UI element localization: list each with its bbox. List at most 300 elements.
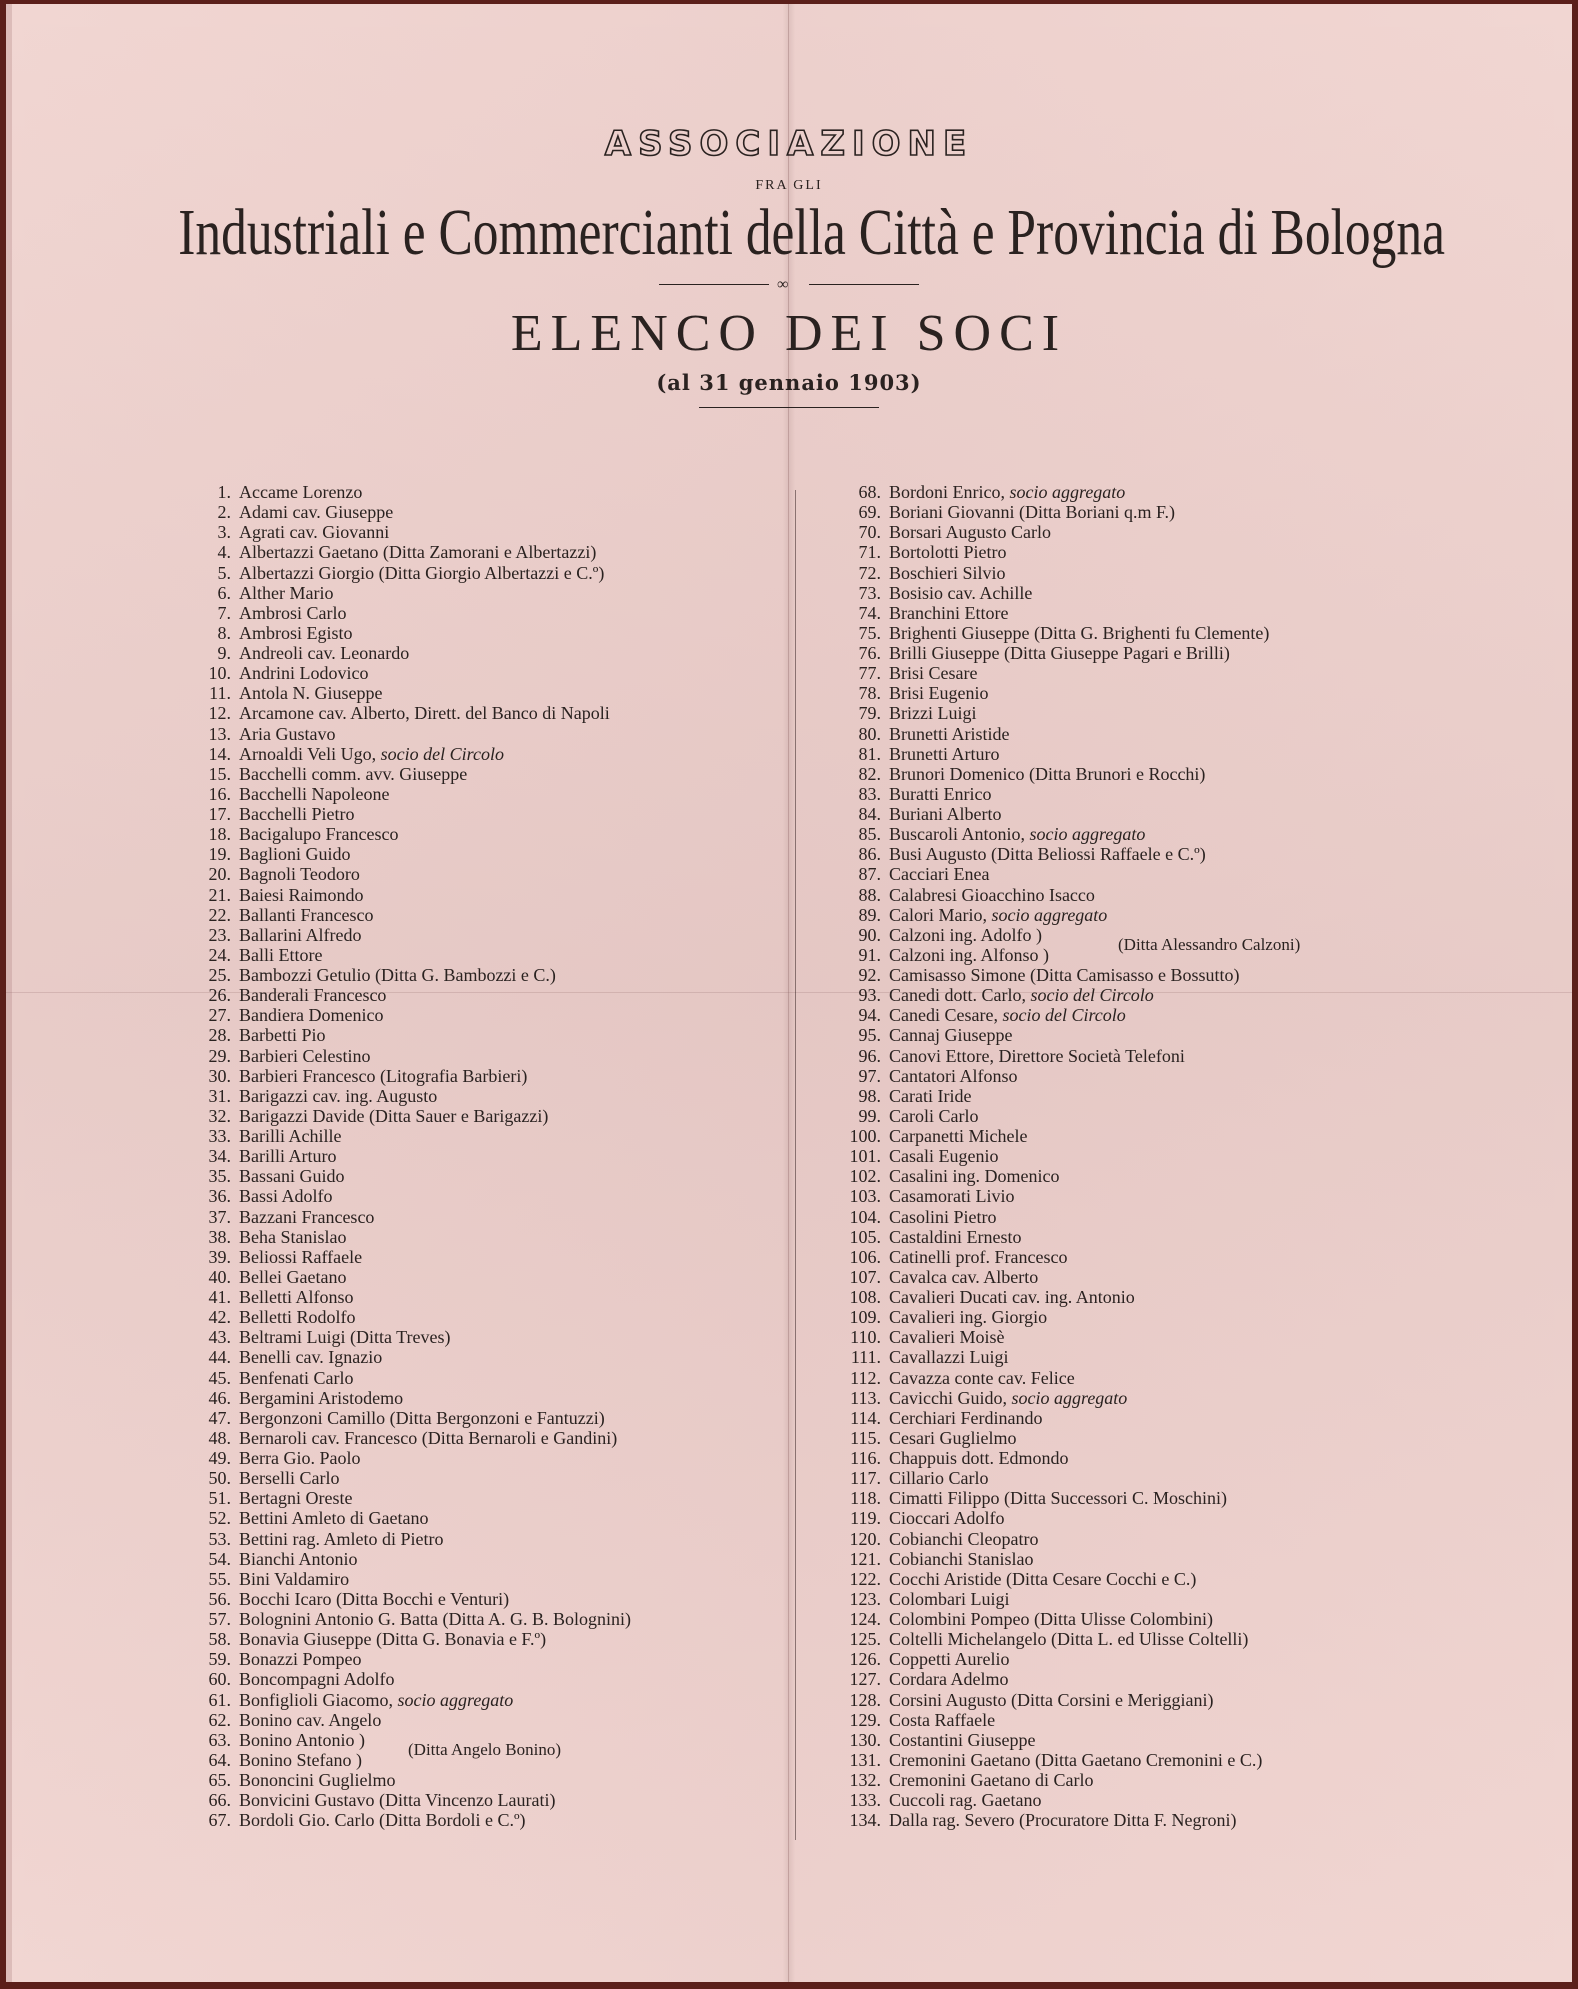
member-name: Baiesi Raimondo	[239, 884, 364, 905]
member-number: 81.	[858, 743, 881, 764]
member-name: Bonavia Giuseppe (Ditta G. Bonavia e F.º)	[239, 1629, 547, 1650]
member-entry	[796, 1810, 1269, 1830]
member-number: 54.	[208, 1548, 231, 1569]
member-role: socio aggregato	[1029, 824, 1146, 845]
member-number: 34.	[208, 1146, 231, 1167]
member-name: Bononcini Guglielmo	[239, 1770, 396, 1790]
member-name: Branchini Ettore	[889, 602, 1009, 623]
members-list-left	[156, 482, 631, 1830]
member-number: 17.	[208, 804, 231, 824]
ornament-line-right	[809, 284, 919, 285]
member-entry	[796, 1247, 1269, 1267]
member-number: 108.	[849, 1287, 881, 1307]
member-number: 49.	[208, 1448, 231, 1468]
member-number: 71.	[858, 542, 881, 563]
member-entry	[156, 985, 631, 1005]
member-number: 29.	[208, 1045, 231, 1066]
member-entry	[796, 542, 1269, 562]
member-number: 46.	[208, 1387, 231, 1408]
member-entry	[796, 1388, 1269, 1408]
member-number: 122.	[849, 1568, 881, 1589]
member-number: 37.	[208, 1206, 231, 1227]
member-entry	[796, 1408, 1269, 1428]
member-entry	[796, 1146, 1269, 1166]
member-name: Carpanetti Michele	[889, 1126, 1028, 1146]
member-name: Canovi Ettore, Direttore Società Telefoni	[889, 1045, 1185, 1066]
member-entry	[796, 1609, 1269, 1629]
member-number: 53.	[208, 1528, 231, 1549]
member-entry	[156, 1408, 631, 1428]
member-name: Barigazzi Davide (Ditta Sauer e Barigazzi)	[239, 1105, 549, 1126]
member-number: 114.	[850, 1407, 881, 1428]
member-entry	[156, 1669, 631, 1689]
member-number: 99.	[858, 1105, 881, 1126]
member-number: 102.	[849, 1166, 881, 1187]
member-number: 60.	[208, 1669, 231, 1690]
member-entry	[796, 1669, 1269, 1689]
member-name: Ballanti Francesco	[239, 904, 374, 925]
member-entry	[796, 482, 1269, 502]
member-number: 31.	[208, 1085, 231, 1106]
member-name: Bianchi Antonio	[239, 1548, 358, 1569]
member-name: Bocchi Icaro (Ditta Bocchi e Venturi)	[239, 1588, 510, 1609]
member-entry	[796, 563, 1269, 583]
member-entry	[796, 1106, 1269, 1126]
member-entry	[156, 844, 631, 864]
member-name: Colombari Luigi	[889, 1588, 1010, 1609]
member-number: 88.	[858, 884, 881, 905]
member-entry	[156, 663, 631, 683]
ornament-divider	[659, 274, 919, 296]
member-number: 40.	[208, 1266, 231, 1287]
member-entry	[156, 1368, 631, 1388]
member-name: Arnoaldi Veli Ugo,	[239, 743, 381, 764]
member-entry	[156, 522, 631, 542]
member-entry	[156, 965, 631, 985]
member-name: Albertazzi Gaetano (Ditta Zamorani e Albertazzi)	[239, 542, 597, 563]
member-name: Bacchelli Pietro	[239, 804, 355, 824]
member-name: Cobianchi Cleopatro	[889, 1528, 1039, 1549]
member-name: Chappuis dott. Edmondo	[889, 1448, 1069, 1468]
member-entry	[796, 1368, 1269, 1388]
member-name: Bassani Guido	[239, 1166, 345, 1187]
member-number: 6.	[217, 582, 231, 603]
member-number: 129.	[849, 1709, 881, 1730]
member-number: 105.	[849, 1226, 881, 1247]
member-name: Bonino Antonio )	[239, 1729, 366, 1750]
member-entry	[156, 1810, 631, 1830]
member-number: 44.	[208, 1347, 231, 1368]
member-name: Balli Ettore	[239, 944, 323, 965]
member-name: Cobianchi Stanislao	[889, 1548, 1034, 1569]
member-number: 8.	[217, 622, 231, 643]
member-entry	[156, 563, 631, 583]
member-number: 51.	[208, 1488, 231, 1509]
member-entry	[796, 623, 1269, 643]
member-name: Bonfiglioli Giacomo,	[239, 1689, 398, 1710]
member-number: 48.	[208, 1427, 231, 1448]
member-entry	[156, 1690, 631, 1710]
member-number: 132.	[849, 1770, 881, 1790]
member-entry	[156, 1287, 631, 1307]
member-name: Calzoni ing. Alfonso )	[889, 944, 1049, 965]
member-entry	[156, 1750, 631, 1770]
member-entry	[156, 643, 631, 663]
member-number: 42.	[208, 1307, 231, 1328]
member-number: 96.	[858, 1045, 881, 1066]
member-number: 35.	[208, 1166, 231, 1187]
member-name: Bandiera Domenico	[239, 1005, 384, 1026]
member-name: Bonino cav. Angelo	[239, 1709, 382, 1730]
member-name: Cavalieri ing. Giorgio	[889, 1307, 1048, 1328]
member-entry	[156, 1770, 631, 1790]
member-entry	[156, 1428, 631, 1448]
association-subtitle: Industriali e Commercianti della Città e Provincia di Bologna	[178, 196, 1445, 269]
member-number: 32.	[208, 1105, 231, 1126]
member-entry	[796, 1468, 1269, 1488]
member-entry	[156, 623, 631, 643]
member-entry	[156, 1790, 631, 1810]
member-entry	[796, 1428, 1269, 1448]
member-name: Caroli Carlo	[889, 1105, 979, 1126]
member-name: Agrati cav. Giovanni	[239, 522, 390, 543]
member-number: 125.	[849, 1629, 881, 1650]
member-name: Casamorati Livio	[889, 1186, 1015, 1207]
member-name: Brizzi Luigi	[889, 703, 977, 724]
member-name: Bacchelli comm. avv. Giuseppe	[239, 763, 468, 784]
member-number: 111.	[850, 1347, 881, 1368]
member-entry	[156, 724, 631, 744]
member-number: 47.	[208, 1407, 231, 1428]
member-name: Bettini Amleto di Gaetano	[239, 1508, 429, 1529]
member-number: 43.	[208, 1327, 231, 1348]
member-entry	[796, 1770, 1269, 1790]
member-entry	[796, 724, 1269, 744]
member-entry	[796, 1186, 1269, 1206]
member-name: Bonvicini Gustavo (Ditta Vincenzo Laurati)	[239, 1790, 556, 1811]
member-name: Bosisio cav. Achille	[889, 582, 1033, 603]
member-role: socio aggregato	[1011, 1387, 1128, 1408]
member-name: Belletti Alfonso	[239, 1287, 354, 1307]
member-number: 101.	[849, 1146, 881, 1167]
member-number: 119.	[850, 1508, 881, 1529]
member-role: socio aggregato	[397, 1689, 514, 1710]
member-name: Boncompagni Adolfo	[239, 1669, 395, 1690]
member-entry	[796, 1710, 1269, 1730]
member-number: 98.	[858, 1085, 881, 1106]
member-number: 78.	[858, 683, 881, 704]
member-entry	[796, 1549, 1269, 1569]
member-name: Casalini ing. Domenico	[889, 1166, 1060, 1187]
member-name: Boriani Giovanni (Ditta Boriani q.m F.)	[889, 502, 1176, 523]
page-title: ELENCO DEI SOCI	[510, 305, 1068, 362]
member-name: Bagnoli Teodoro	[239, 864, 360, 885]
member-name: Cordara Adelmo	[889, 1669, 1009, 1690]
member-name: Bergamini Aristodemo	[239, 1387, 404, 1408]
member-entry	[156, 583, 631, 603]
member-number: 128.	[849, 1689, 881, 1710]
member-name: Boschieri Silvio	[889, 562, 1006, 583]
member-entry	[156, 1468, 631, 1488]
member-entry	[156, 905, 631, 925]
member-name: Adami cav. Giuseppe	[239, 502, 394, 523]
member-name: Cannaj Giuseppe	[889, 1025, 1013, 1046]
member-name: Camisasso Simone (Ditta Camisasso e Bossutto)	[889, 965, 1240, 985]
member-number: 68.	[858, 482, 881, 502]
member-name: Benelli cav. Ignazio	[239, 1347, 383, 1368]
member-number: 95.	[858, 1025, 881, 1046]
member-entry	[796, 1690, 1269, 1710]
member-name: Beha Stanislao	[239, 1226, 347, 1247]
member-number: 134.	[849, 1810, 881, 1831]
member-entry	[796, 784, 1269, 804]
member-number: 52.	[208, 1508, 231, 1529]
member-entry	[156, 804, 631, 824]
member-entry	[156, 784, 631, 804]
member-name: Ambrosi Carlo	[239, 602, 347, 623]
member-number: 10.	[208, 663, 231, 684]
member-name: Cavicchi Guido,	[889, 1387, 1012, 1408]
title-rule	[699, 407, 879, 408]
member-name: Bordoli Gio. Carlo (Ditta Bordoli e C.º)	[239, 1810, 526, 1831]
member-entry	[796, 1227, 1269, 1247]
member-number: 70.	[858, 522, 881, 543]
member-name: Barbetti Pio	[239, 1025, 326, 1046]
member-number: 120.	[849, 1528, 881, 1549]
member-number: 45.	[208, 1367, 231, 1388]
member-name: Brunetti Arturo	[889, 743, 1000, 764]
member-entry	[796, 804, 1269, 824]
member-role: socio del Circolo	[1030, 985, 1154, 1006]
member-entry	[796, 864, 1269, 884]
member-number: 121.	[849, 1548, 881, 1569]
member-name: Bortolotti Pietro	[889, 542, 1007, 563]
member-number: 30.	[208, 1065, 231, 1086]
member-number: 59.	[208, 1649, 231, 1670]
member-number: 79.	[858, 703, 881, 724]
member-entry	[796, 1730, 1269, 1750]
member-number: 15.	[208, 763, 231, 784]
member-name: Ambrosi Egisto	[239, 622, 353, 643]
member-entry	[796, 1529, 1269, 1549]
member-entry	[796, 1508, 1269, 1528]
member-entry	[156, 1005, 631, 1025]
member-entry	[796, 885, 1269, 905]
fra-gli-text: FRA GLI	[755, 178, 823, 193]
member-number: 4.	[217, 542, 231, 563]
member-name: Arcamone cav. Alberto, Dirett. del Banco di Napoli	[239, 703, 610, 724]
member-number: 27.	[208, 1005, 231, 1026]
member-number: 97.	[858, 1065, 881, 1086]
member-name: Barilli Arturo	[239, 1146, 337, 1167]
member-entry	[156, 1186, 631, 1206]
members-list-right	[796, 482, 1301, 1831]
member-name: Busi Augusto (Ditta Beliossi Raffaele e C.º)	[889, 844, 1206, 865]
member-entry	[796, 1166, 1269, 1186]
member-entry	[156, 1247, 631, 1267]
member-number: 126.	[849, 1649, 881, 1670]
member-name: Bambozzi Getulio (Ditta G. Bambozzi e C.)	[239, 965, 556, 985]
member-entry	[796, 965, 1269, 985]
ornament-icon: ∞	[777, 276, 789, 293]
member-number: 74.	[858, 602, 881, 623]
member-name: Barigazzi cav. ing. Augusto	[239, 1085, 438, 1106]
member-name: Brisi Eugenio	[889, 683, 989, 704]
member-number: 28.	[208, 1025, 231, 1046]
member-name: Borsari Augusto Carlo	[889, 522, 1051, 543]
member-name: Bazzani Francesco	[239, 1206, 375, 1227]
member-entry	[156, 1126, 631, 1146]
member-number: 103.	[849, 1186, 881, 1207]
member-entry	[796, 1488, 1269, 1508]
member-number: 20.	[208, 864, 231, 885]
member-number: 61.	[208, 1689, 231, 1710]
member-name: Cillario Carlo	[889, 1468, 989, 1489]
member-number: 109.	[849, 1307, 881, 1328]
member-name: Cavalieri Ducati cav. ing. Antonio	[889, 1287, 1135, 1307]
member-entry	[796, 1046, 1269, 1066]
member-name: Berra Gio. Paolo	[239, 1448, 361, 1468]
member-number: 64.	[208, 1749, 231, 1770]
member-name: Calori Mario,	[889, 904, 992, 925]
member-number: 24.	[208, 944, 231, 965]
member-number: 118.	[850, 1488, 881, 1509]
member-number: 41.	[208, 1287, 231, 1307]
member-entry	[796, 824, 1269, 844]
member-name: Brunori Domenico (Ditta Brunori e Rocchi)	[889, 763, 1206, 784]
member-number: 18.	[208, 824, 231, 845]
member-entry	[156, 1629, 631, 1649]
member-number: 115.	[850, 1427, 881, 1448]
member-entry	[156, 1166, 631, 1186]
member-number: 63.	[208, 1729, 231, 1750]
member-name: Castaldini Ernesto	[889, 1226, 1022, 1247]
member-number: 9.	[217, 643, 231, 663]
member-name: Buscaroli Antonio,	[889, 824, 1030, 845]
member-number: 12.	[208, 703, 231, 724]
member-entry	[156, 1146, 631, 1166]
member-number: 106.	[849, 1246, 881, 1267]
member-entry	[156, 603, 631, 623]
member-name: Dalla rag. Severo (Procuratore Ditta F. Negroni)	[889, 1810, 1237, 1831]
member-entry	[156, 542, 631, 562]
member-number: 7.	[217, 602, 231, 623]
member-name: Bellei Gaetano	[239, 1266, 347, 1287]
member-entry	[796, 703, 1269, 723]
member-number: 127.	[849, 1669, 881, 1690]
member-name: Cavalca cav. Alberto	[889, 1266, 1039, 1287]
member-name: Brilli Giuseppe (Ditta Giuseppe Pagari e Brilli)	[889, 643, 1230, 663]
member-entry	[796, 1126, 1269, 1146]
member-entry	[796, 1066, 1269, 1086]
member-entry	[796, 764, 1269, 784]
member-name: Brighenti Giuseppe (Ditta G. Brighenti fu Clemente)	[889, 622, 1270, 643]
member-number: 92.	[858, 965, 881, 985]
member-name: Calabresi Gioacchino Isacco	[889, 884, 1095, 905]
member-name: Bolognini Antonio G. Batta (Ditta A. G. B. Bolognini)	[239, 1609, 632, 1629]
member-number: 21.	[208, 884, 231, 905]
member-number: 69.	[858, 502, 881, 523]
member-entry	[796, 1025, 1269, 1045]
member-number: 23.	[208, 924, 231, 945]
member-number: 2.	[217, 502, 231, 523]
member-name: Benfenati Carlo	[239, 1367, 354, 1388]
member-number: 76.	[858, 643, 881, 663]
member-number: 3.	[217, 522, 231, 543]
member-number: 19.	[208, 844, 231, 865]
member-entry	[156, 1347, 631, 1367]
member-name: Brunetti Aristide	[889, 723, 1010, 744]
member-number: 117.	[850, 1468, 881, 1489]
member-entry	[796, 1086, 1269, 1106]
member-name: Bonazzi Pompeo	[239, 1649, 362, 1670]
member-name: Catinelli prof. Francesco	[889, 1246, 1068, 1267]
member-entry	[156, 1207, 631, 1227]
member-entry	[796, 583, 1269, 603]
member-entry	[156, 1609, 631, 1629]
member-entry	[156, 744, 631, 764]
member-entry	[796, 905, 1269, 925]
member-name: Corsini Augusto (Ditta Corsini e Meriggiani)	[889, 1689, 1214, 1710]
member-number: 55.	[208, 1568, 231, 1589]
member-entry	[156, 1448, 631, 1468]
member-name: Albertazzi Giorgio (Ditta Giorgio Albertazzi e C.º)	[239, 562, 605, 583]
member-number: 11.	[209, 683, 231, 704]
member-entry	[156, 824, 631, 844]
member-number: 22.	[208, 904, 231, 925]
member-number: 85.	[858, 824, 881, 845]
member-name: Bacigalupo Francesco	[239, 824, 399, 845]
member-number: 83.	[858, 783, 881, 804]
member-number: 25.	[208, 965, 231, 985]
member-name: Cavallazzi Luigi	[889, 1347, 1009, 1368]
member-number: 130.	[849, 1729, 881, 1750]
member-number: 91.	[858, 944, 881, 965]
member-number: 1.	[217, 482, 231, 502]
member-number: 13.	[208, 723, 231, 744]
member-name: Cesari Guglielmo	[889, 1427, 1017, 1448]
member-name: Berselli Carlo	[239, 1468, 340, 1489]
member-number: 67.	[208, 1810, 231, 1831]
member-name: Andrini Lodovico	[239, 663, 369, 684]
member-name: Cerchiari Ferdinando	[889, 1407, 1043, 1428]
member-entry	[796, 1790, 1269, 1810]
document-header	[6, 122, 1572, 408]
member-name: Antola N. Giuseppe	[239, 683, 383, 704]
member-entry	[156, 1066, 631, 1086]
member-entry	[156, 1327, 631, 1347]
member-number: 33.	[208, 1126, 231, 1146]
member-number: 39.	[208, 1246, 231, 1267]
member-entry	[796, 1267, 1269, 1287]
member-number: 82.	[858, 763, 881, 784]
member-entry	[156, 925, 631, 945]
member-name: Barilli Achille	[239, 1126, 342, 1146]
member-entry	[796, 1448, 1269, 1468]
member-name: Brisi Cesare	[889, 663, 978, 684]
member-entry	[156, 1649, 631, 1669]
association-heading: ASSOCIAZIONE	[604, 124, 974, 164]
member-number: 89.	[858, 904, 881, 925]
member-name: Buratti Enrico	[889, 783, 992, 804]
member-number: 84.	[858, 804, 881, 824]
member-name: Cuccoli rag. Gaetano	[889, 1790, 1042, 1811]
member-entry	[156, 1388, 631, 1408]
member-entry	[796, 1327, 1269, 1347]
member-entry	[156, 1227, 631, 1247]
member-entry	[156, 764, 631, 784]
member-number: 80.	[858, 723, 881, 744]
